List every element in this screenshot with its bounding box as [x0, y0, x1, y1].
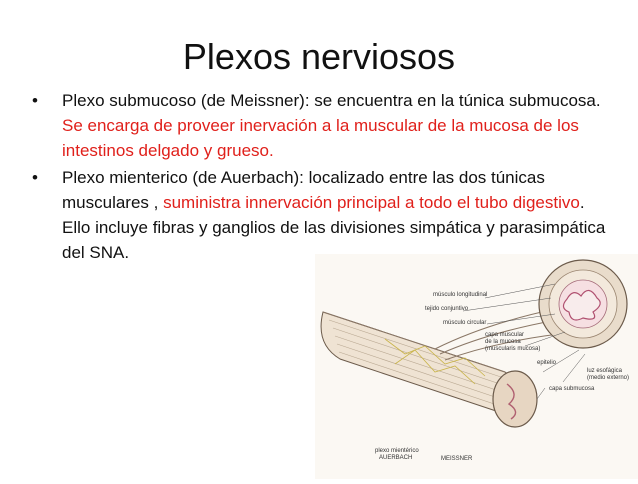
bullet-dot-icon: • [32, 91, 38, 110]
bullet-dot-icon: • [32, 168, 38, 187]
bullet-2-text-normal-b: . Ello incluye fibras y ganglios de las divisiones simpática y parasimpática del SNA. [62, 193, 606, 262]
bullet-list [28, 88, 608, 267]
bullet-2-text-red: suministra innervación principal a todo el tubo digestivo [163, 193, 580, 212]
tube-body [321, 309, 559, 427]
label-auerbach: AUERBACH [379, 455, 413, 461]
label-capa-submucosa: capa submucosa [549, 386, 595, 392]
label-luz-esofagica: luz esofágica [587, 368, 623, 374]
label-de-la-mucosa: de la mucosa [485, 339, 521, 345]
label-tejido-conjuntivo: tejido conjuntivo [425, 306, 469, 312]
bullet-1-text-red: Se encarga de proveer inervación a la muscular de la mucosa de los intestinos delgado y grueso. [62, 116, 579, 160]
bullet-item-meissner [28, 88, 608, 163]
label-muscularis-mucosa: (muscularis mucosa) [485, 346, 541, 352]
label-epitelio: epitelio [537, 360, 557, 366]
label-medio-externo: (medio externo) [587, 375, 630, 381]
label-meissner: MEISSNER [441, 456, 473, 462]
tube-diagram-svg [315, 254, 638, 479]
label-musculo-circular: músculo circular [443, 320, 487, 326]
label-musculo-longitudinal: músculo longitudinal [433, 292, 488, 298]
bullet-1-text-normal: Plexo submucoso (de Meissner): se encuentra en la túnica submucosa. [62, 91, 601, 110]
digestive-tube-illustration [315, 254, 638, 479]
bullet-item-auerbach [28, 165, 608, 265]
bullet-2-text-normal-a: Plexo mienterico (de Auerbach): localizado entre las dos túnicas musculares , [62, 168, 545, 212]
label-capa-muscular: capa muscular [485, 332, 525, 338]
slide-title: Plexos nerviosos [182, 36, 456, 77]
cross-section [539, 260, 627, 348]
label-plexo-mienterico: plexo mientérico [375, 448, 419, 454]
